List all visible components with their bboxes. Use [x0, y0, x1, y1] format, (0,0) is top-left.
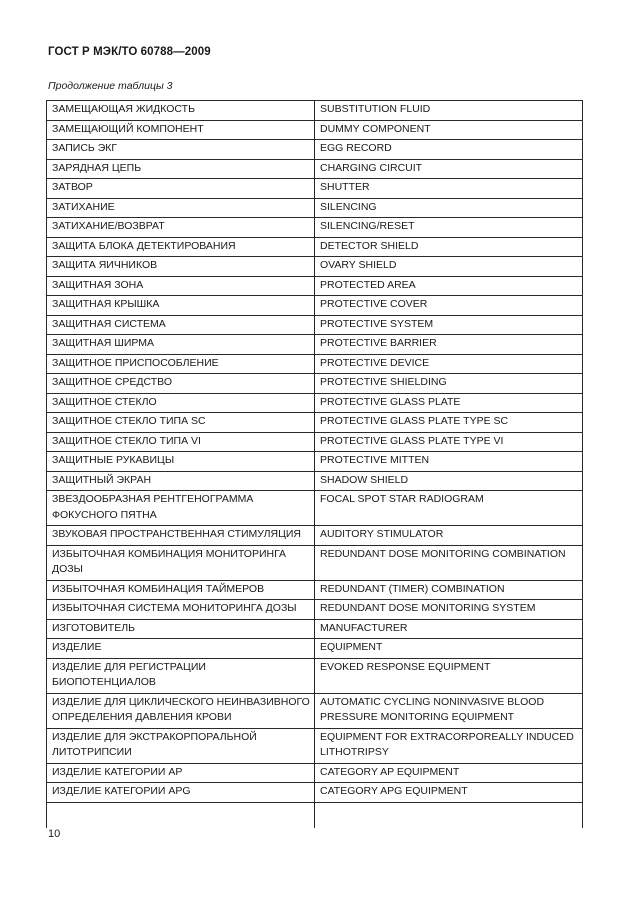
table-row	[47, 413, 583, 433]
term-russian: ИЗГОТОВИТЕЛЬ	[47, 619, 315, 639]
table-row	[47, 763, 583, 783]
term-english: PROTECTIVE MITTEN	[315, 452, 583, 472]
table-row	[47, 658, 583, 693]
table-row	[47, 471, 583, 491]
table-row	[47, 315, 583, 335]
table-row	[47, 140, 583, 160]
term-english: CHARGING CIRCUIT	[315, 159, 583, 179]
term-russian: ЗАЩИТНАЯ СИСТЕМА	[47, 315, 315, 335]
term-russian: ЗАЩИТА ЯИЧНИКОВ	[47, 257, 315, 277]
term-russian: ЗАЩИТНОЕ СРЕДСТВО	[47, 374, 315, 394]
term-russian: ЗАЩИТНОЕ СТЕКЛО	[47, 393, 315, 413]
term-english: PROTECTIVE GLASS PLATE TYPE VI	[315, 432, 583, 452]
term-russian: ИЗДЕЛИЕ КАТЕГОРИИ APG	[47, 783, 315, 803]
terms-table	[46, 100, 583, 828]
table-row	[47, 179, 583, 199]
empty-cell	[47, 802, 315, 828]
term-russian: ЗАЩИТНОЕ ПРИСПОСОБЛЕНИЕ	[47, 354, 315, 374]
table-row	[47, 619, 583, 639]
term-english: SILENCING/RESET	[315, 218, 583, 238]
term-russian: ИЗДЕЛИЕ ДЛЯ РЕГИСТРАЦИИ БИОПОТЕНЦИАЛОВ	[47, 658, 315, 693]
term-russian: ЗАЩИТНАЯ ЗОНА	[47, 276, 315, 296]
term-english: PROTECTIVE GLASS PLATE TYPE SC	[315, 413, 583, 433]
term-russian: ЗВЕЗДООБРАЗНАЯ РЕНТГЕНОГРАММА ФОКУСНОГО ПЯТНА	[47, 491, 315, 526]
page-number: 10	[48, 828, 61, 840]
table-row	[47, 120, 583, 140]
table-row	[47, 639, 583, 659]
term-english: OVARY SHIELD	[315, 257, 583, 277]
term-english: PROTECTIVE COVER	[315, 296, 583, 316]
term-english: PROTECTIVE BARRIER	[315, 335, 583, 355]
table-row	[47, 237, 583, 257]
term-russian: ИЗБЫТОЧНАЯ СИСТЕМА МОНИТОРИНГА ДОЗЫ	[47, 600, 315, 620]
table-row	[47, 159, 583, 179]
term-english: PROTECTIVE SHIELDING	[315, 374, 583, 394]
term-russian: ЗАЩИТНАЯ КРЫШКА	[47, 296, 315, 316]
table-row	[47, 693, 583, 728]
term-english: SUBSTITUTION FLUID	[315, 101, 583, 121]
term-english: EVOKED RESPONSE EQUIPMENT	[315, 658, 583, 693]
term-russian: ИЗДЕЛИЕ КАТЕГОРИИ АР	[47, 763, 315, 783]
table-row	[47, 783, 583, 803]
table-row	[47, 296, 583, 316]
empty-cell	[315, 802, 583, 828]
term-russian: ЗАЩИТА БЛОКА ДЕТЕКТИРОВАНИЯ	[47, 237, 315, 257]
term-english: AUTOMATIC CYCLING NONINVASIVE BLOOD PRESSURE MONITORING EQUIPMENT	[315, 693, 583, 728]
table-continuation-row	[47, 802, 583, 828]
table-row	[47, 545, 583, 580]
table-row	[47, 580, 583, 600]
term-english: REDUNDANT (TIMER) COMBINATION	[315, 580, 583, 600]
term-russian: ЗАЩИТНОЕ СТЕКЛО ТИПА VI	[47, 432, 315, 452]
term-english: AUDITORY STIMULATOR	[315, 526, 583, 546]
table-row	[47, 452, 583, 472]
table-row	[47, 600, 583, 620]
term-english: DUMMY COMPONENT	[315, 120, 583, 140]
term-english: SHADOW SHIELD	[315, 471, 583, 491]
term-russian: ИЗДЕЛИЕ ДЛЯ ЭКСТРАКОРПОРАЛЬНОЙ ЛИТОТРИПСИИ	[47, 728, 315, 763]
term-russian: ИЗДЕЛИЕ	[47, 639, 315, 659]
term-english: PROTECTIVE DEVICE	[315, 354, 583, 374]
term-english: DETECTOR SHIELD	[315, 237, 583, 257]
terms-table-body	[47, 101, 583, 828]
term-english: EQUIPMENT	[315, 639, 583, 659]
term-english: MANUFACTURER	[315, 619, 583, 639]
term-english: PROTECTIVE SYSTEM	[315, 315, 583, 335]
table-row	[47, 257, 583, 277]
term-russian: ЗАТВОР	[47, 179, 315, 199]
term-russian: ЗАЩИТНЫЕ РУКАВИЦЫ	[47, 452, 315, 472]
term-english: PROTECTED AREA	[315, 276, 583, 296]
table-row	[47, 374, 583, 394]
term-russian: ЗАЩИТНЫЙ ЭКРАН	[47, 471, 315, 491]
term-english: SILENCING	[315, 198, 583, 218]
table-row	[47, 218, 583, 238]
table-row	[47, 335, 583, 355]
term-russian: ЗАТИХАНИЕ	[47, 198, 315, 218]
document-header: ГОСТ Р МЭК/ТО 60788—2009	[48, 46, 211, 58]
table-row	[47, 354, 583, 374]
term-english: PROTECTIVE GLASS PLATE	[315, 393, 583, 413]
term-russian: ИЗБЫТОЧНАЯ КОМБИНАЦИЯ МОНИТОРИНГА ДОЗЫ	[47, 545, 315, 580]
term-russian: ЗВУКОВАЯ ПРОСТРАНСТВЕННАЯ СТИМУЛЯЦИЯ	[47, 526, 315, 546]
term-english: EQUIPMENT FOR EXTRACORPOREALLY INDUCED LITHOTRIPSY	[315, 728, 583, 763]
table-row	[47, 526, 583, 546]
term-english: CATEGORY AP EQUIPMENT	[315, 763, 583, 783]
term-english: SHUTTER	[315, 179, 583, 199]
table-continuation-caption: Продолжение таблицы 3	[48, 80, 173, 92]
term-russian: ЗАЩИТНАЯ ШИРМА	[47, 335, 315, 355]
term-russian: ЗАЩИТНОЕ СТЕКЛО ТИПА SC	[47, 413, 315, 433]
table-row	[47, 728, 583, 763]
table-row	[47, 491, 583, 526]
table-row	[47, 393, 583, 413]
term-russian: ЗАПИСЬ ЭКГ	[47, 140, 315, 160]
term-english: REDUNDANT DOSE MONITORING SYSTEM	[315, 600, 583, 620]
term-russian: ЗАМЕЩАЮЩАЯ ЖИДКОСТЬ	[47, 101, 315, 121]
term-russian: ИЗБЫТОЧНАЯ КОМБИНАЦИЯ ТАЙМЕРОВ	[47, 580, 315, 600]
term-russian: ЗАТИХАНИЕ/ВОЗВРАТ	[47, 218, 315, 238]
table-row	[47, 432, 583, 452]
term-english: REDUNDANT DOSE MONITORING COMBINATION	[315, 545, 583, 580]
table-row	[47, 276, 583, 296]
table-row	[47, 101, 583, 121]
term-russian: ЗАМЕЩАЮЩИЙ КОМПОНЕНТ	[47, 120, 315, 140]
term-russian: ИЗДЕЛИЕ ДЛЯ ЦИКЛИЧЕСКОГО НЕИНВАЗИВНОГО ОПРЕДЕЛЕНИЯ ДАВЛЕНИЯ КРОВИ	[47, 693, 315, 728]
term-english: FOCAL SPOT STAR RADIOGRAM	[315, 491, 583, 526]
term-english: CATEGORY APG EQUIPMENT	[315, 783, 583, 803]
term-english: EGG RECORD	[315, 140, 583, 160]
table-row	[47, 198, 583, 218]
term-russian: ЗАРЯДНАЯ ЦЕПЬ	[47, 159, 315, 179]
